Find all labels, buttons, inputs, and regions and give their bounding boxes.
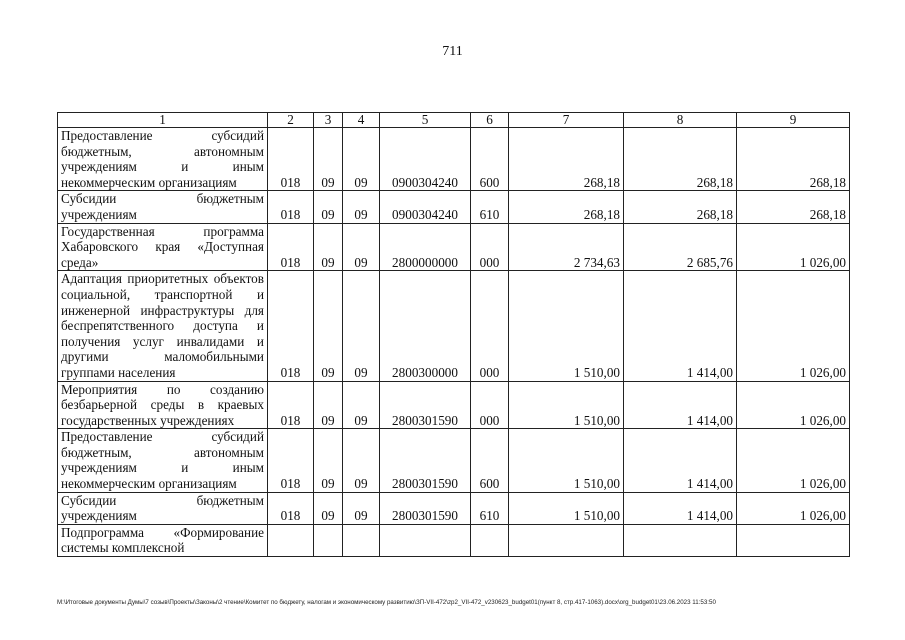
- cell-amount-7: 2 734,63: [509, 223, 624, 271]
- row-name: Субсидии бюджетным учреждениям: [58, 492, 268, 524]
- table-row: [58, 223, 850, 271]
- table-row: [58, 492, 850, 524]
- table-row: [58, 429, 850, 492]
- cell-section: 09: [314, 492, 343, 524]
- column-header: 7: [509, 113, 624, 128]
- cell-expense-type: 000: [471, 223, 509, 271]
- cell-target-item: 2800300000: [380, 271, 471, 381]
- cell-ministry-code: 018: [268, 492, 314, 524]
- cell-subsection: 09: [343, 223, 380, 271]
- cell-subsection: 09: [343, 492, 380, 524]
- column-header: 2: [268, 113, 314, 128]
- cell-target-item: 2800301590: [380, 492, 471, 524]
- cell-amount-7: 1 510,00: [509, 381, 624, 429]
- cell-amount-9: [737, 524, 850, 556]
- cell-target-item: 2800301590: [380, 381, 471, 429]
- cell-ministry-code: 018: [268, 128, 314, 191]
- table-header-row: [58, 113, 850, 128]
- cell-amount-7: 1 510,00: [509, 429, 624, 492]
- cell-ministry-code: 018: [268, 429, 314, 492]
- cell-subsection: 09: [343, 271, 380, 381]
- cell-ministry-code: 018: [268, 271, 314, 381]
- cell-amount-9: 268,18: [737, 128, 850, 191]
- cell-amount-9: 1 026,00: [737, 271, 850, 381]
- cell-amount-9: 1 026,00: [737, 492, 850, 524]
- cell-amount-7: 1 510,00: [509, 271, 624, 381]
- cell-amount-7: 1 510,00: [509, 492, 624, 524]
- cell-amount-7: 268,18: [509, 128, 624, 191]
- cell-amount-8: [624, 524, 737, 556]
- cell-expense-type: 610: [471, 191, 509, 223]
- cell-section: 09: [314, 128, 343, 191]
- row-name: Предоставление субсидий бюджетным, автономным учреждениям и иным некоммерческим организациям: [58, 128, 268, 191]
- cell-section: 09: [314, 271, 343, 381]
- cell-amount-8: 2 685,76: [624, 223, 737, 271]
- cell-amount-8: 1 414,00: [624, 381, 737, 429]
- cell-amount-8: 1 414,00: [624, 429, 737, 492]
- cell-amount-8: 268,18: [624, 128, 737, 191]
- cell-amount-8: 1 414,00: [624, 271, 737, 381]
- cell-amount-8: 268,18: [624, 191, 737, 223]
- cell-expense-type: [471, 524, 509, 556]
- cell-target-item: 0900304240: [380, 191, 471, 223]
- row-name: Мероприятия по созданию безбарьерной среды в краевых государственных учреждениях: [58, 381, 268, 429]
- cell-ministry-code: 018: [268, 223, 314, 271]
- row-name: Предоставление субсидий бюджетным, автономным учреждениям и иным некоммерческим организациям: [58, 429, 268, 492]
- document-path-footer: M:\Итоговые документы Думы\7 созыв\Проекты\Законы\2 чтение\Комитет по бюджету, налогам и экономическому развитию\ЗП-VII-472\zp2_VII-472_v230623_budget01(пункт 8, стр.417-1063).docx\org_budget01\23.06.2023 11:53:50: [57, 599, 716, 606]
- table-row: [58, 128, 850, 191]
- column-header: 6: [471, 113, 509, 128]
- cell-ministry-code: [268, 524, 314, 556]
- column-header: 1: [58, 113, 268, 128]
- cell-section: [314, 524, 343, 556]
- column-header: 8: [624, 113, 737, 128]
- cell-expense-type: 600: [471, 429, 509, 492]
- cell-target-item: [380, 524, 471, 556]
- column-header: 3: [314, 113, 343, 128]
- cell-subsection: [343, 524, 380, 556]
- cell-subsection: 09: [343, 128, 380, 191]
- cell-amount-7: [509, 524, 624, 556]
- cell-expense-type: 610: [471, 492, 509, 524]
- cell-amount-9: 1 026,00: [737, 429, 850, 492]
- cell-expense-type: 000: [471, 381, 509, 429]
- cell-section: 09: [314, 191, 343, 223]
- cell-amount-9: 1 026,00: [737, 381, 850, 429]
- column-header: 4: [343, 113, 380, 128]
- cell-subsection: 09: [343, 191, 380, 223]
- cell-target-item: 2800301590: [380, 429, 471, 492]
- cell-amount-8: 1 414,00: [624, 492, 737, 524]
- cell-section: 09: [314, 381, 343, 429]
- row-name: Подпрограмма «Формирование системы комплексной: [58, 524, 268, 556]
- cell-expense-type: 600: [471, 128, 509, 191]
- row-name: Государственная программа Хабаровского края «Доступная среда»: [58, 223, 268, 271]
- cell-section: 09: [314, 223, 343, 271]
- column-header: 9: [737, 113, 850, 128]
- budget-table: [57, 112, 850, 557]
- table-row: [58, 524, 850, 556]
- page-number: 711: [442, 44, 463, 59]
- table-row: [58, 191, 850, 223]
- cell-amount-9: 268,18: [737, 191, 850, 223]
- cell-target-item: 0900304240: [380, 128, 471, 191]
- cell-subsection: 09: [343, 381, 380, 429]
- cell-amount-9: 1 026,00: [737, 223, 850, 271]
- table-row: [58, 381, 850, 429]
- cell-expense-type: 000: [471, 271, 509, 381]
- cell-amount-7: 268,18: [509, 191, 624, 223]
- cell-section: 09: [314, 429, 343, 492]
- cell-ministry-code: 018: [268, 381, 314, 429]
- column-header: 5: [380, 113, 471, 128]
- cell-target-item: 2800000000: [380, 223, 471, 271]
- row-name: Адаптация приоритетных объектов социальной, транспортной и инженерной инфраструктуры для беспрепятственного доступа и получения услуг инвалидами и другими маломобильными группами населения: [58, 271, 268, 381]
- row-name: Субсидии бюджетным учреждениям: [58, 191, 268, 223]
- table-row: [58, 271, 850, 381]
- cell-subsection: 09: [343, 429, 380, 492]
- cell-ministry-code: 018: [268, 191, 314, 223]
